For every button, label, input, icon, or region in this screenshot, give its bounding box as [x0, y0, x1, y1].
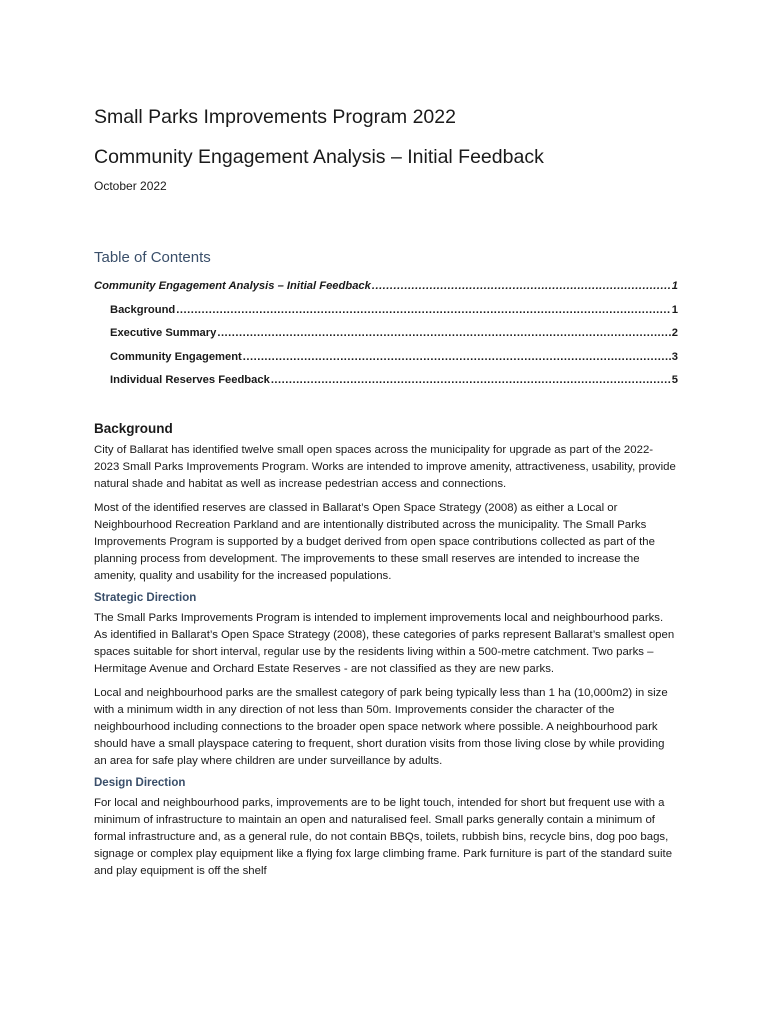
section-heading-background: Background	[94, 421, 173, 436]
toc-entry-community-engagement-analysis[interactable]	[94, 280, 678, 304]
toc-entry-label: Individual Reserves Feedback	[110, 374, 270, 386]
toc-entry-label: Community Engagement Analysis – Initial Feedback	[94, 280, 371, 292]
paragraph: For local and neighbourhood parks, improvements are to be light touch, intended for short but frequent use with a minimum of infrastructure to maintain an open and naturalised feel. Small parks generally contain a minimum of formal infrastructure and, as a general rule, do not contain BBQs, toilets, rubbish bins, recycle bins, dog poo bags, signage or complex play equipment like a flying fox large climbing frame. Park furniture is part of the standard suite and play equipment is off the shelf	[94, 797, 673, 877]
toc-leader-dots	[372, 280, 671, 292]
subheading-design-direction: Design Direction	[94, 777, 186, 789]
document-date: October 2022	[94, 179, 167, 193]
toc-entry-label: Executive Summary	[110, 327, 217, 339]
toc-entry-label: Background	[110, 303, 176, 316]
toc-entry-background[interactable]	[94, 304, 678, 328]
toc-leader-dots	[176, 304, 670, 316]
toc-entry-page: 3	[671, 350, 678, 363]
toc-entry-executive-summary[interactable]	[94, 327, 678, 351]
paragraph: City of Ballarat has identified twelve small open spaces across the municipality for upgrade as part of the 2022-2023 Small Parks Improvements Program. Works are intended to improve amenity, attractiveness, usability, provide natural shade and habitat as well as increase pedestrian access and connections.	[94, 444, 676, 490]
document-title: Small Parks Improvements Program 2022	[94, 106, 456, 128]
paragraph: Local and neighbourhood parks are the smallest category of park being typically less than 1 ha (10,000m2) in size with a minimum width in any direction of not less than 50m. Improvements consider the character of the neighbourhood including connections to the broader open space network where possible. A neighbourhood park should have a small playspace catering to frequent, short duration visits from those living close by while providing an area for safe play where children are under surveillance by adults.	[94, 687, 668, 767]
document-subtitle: Community Engagement Analysis – Initial Feedback	[94, 146, 544, 168]
toc-entry-label: Community Engagement	[110, 350, 242, 363]
paragraph: Most of the identified reserves are classed in Ballarat’s Open Space Strategy (2008) as either a Local or Neighbourhood Recreation Parkland and are intentionally distributed across the municipality. The Small Parks Improvements Program is supported by a budget derived from open space contributions collected as part of the planning process from development. The improvements to these small reserves are intended to increase the amenity, quality and usability for the increased populations.	[94, 502, 655, 582]
toc-entry-page: 2	[671, 327, 678, 339]
toc-leader-dots	[271, 374, 671, 386]
table-of-contents	[94, 280, 678, 398]
toc-entry-page: 1	[671, 303, 678, 316]
toc-entry-page: 5	[671, 374, 678, 386]
toc-entry-individual-reserves-feedback[interactable]	[94, 374, 678, 398]
toc-leader-dots	[217, 327, 670, 339]
toc-leader-dots	[243, 351, 671, 363]
toc-heading: Table of Contents	[94, 249, 211, 266]
subheading-strategic-direction: Strategic Direction	[94, 592, 197, 604]
toc-entry-page: 1	[671, 280, 678, 292]
toc-entry-community-engagement[interactable]	[94, 351, 678, 375]
document-body	[94, 421, 678, 887]
paragraph: The Small Parks Improvements Program is intended to implement improvements local and neighbourhood parks. As identified in Ballarat’s Open Space Strategy (2008), these categories of parks represent Ballarat’s smallest open spaces suitable for short interval, regular use by the residents living within a 500-metre catchment. Two parks – Hermitage Avenue and Orchard Estate Reserves - are not classified as they are new parks.	[94, 612, 675, 675]
